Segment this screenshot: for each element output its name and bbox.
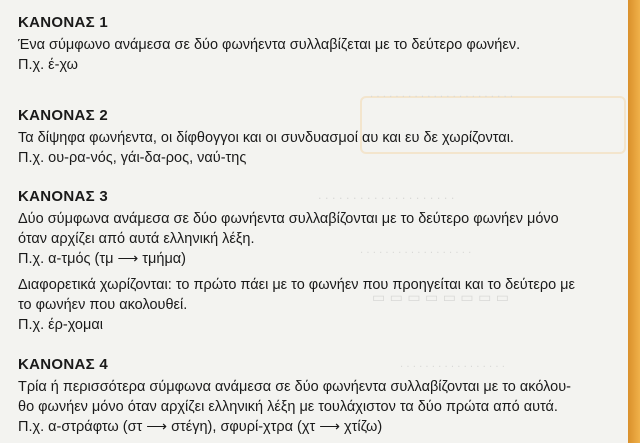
rule-1-text: Ένα σύμφωνο ανάμεσα σε δύο φωνήεντα συλλαβίζεται με το δεύτερο φωνήεν.	[18, 37, 521, 53]
rule-3-example: Π.χ. α-τμός (τμ ⟶ τμήμα)	[18, 251, 187, 267]
bleed-through-text: · · · · · · · · · · · · · · · · · · · ·	[318, 192, 455, 205]
rule-3-exception-line-1: Διαφορετικά χωρίζονται: το πρώτο πάει με το φωνήεν που προηγείται και το δεύτερο με	[18, 277, 576, 293]
rule-4-text-line-1: Τρία ή περισσότερα σύμφωνα ανάμεσα σε δύο φωνήεντα συλλαβίζονται με το ακόλου-	[18, 379, 571, 395]
bleed-through-text: · · · · · · · · · · · · · · · · · · · · · · ·	[370, 92, 514, 103]
page-edge	[628, 0, 640, 443]
rule-2-example: Π.χ. ου-ρα-νός, γάι-δα-ρος, ναύ-της	[18, 150, 247, 166]
rule-3	[18, 188, 620, 335]
rule-4-title: ΚΑΝΟΝΑΣ 4	[18, 356, 109, 373]
bleed-through-text: ▭ ▭ ▭ ▭ ▭ ▭ ▭ ▭	[372, 290, 509, 306]
rule-2	[18, 107, 620, 168]
rule-3-title: ΚΑΝΟΝΑΣ 3	[18, 188, 109, 205]
rule-4-text-line-2: θο φωνήεν μόνο όταν αρχίζει ελληνική λέξη με τουλάχιστον τα δύο πρώτα από αυτά.	[18, 399, 558, 415]
rule-4-example: Π.χ. α-στράφτω (στ ⟶ στέγη), σφυρί-χτρα (χτ ⟶ χτίζω)	[18, 419, 383, 435]
rule-1-title: ΚΑΝΟΝΑΣ 1	[18, 14, 109, 31]
bleed-through-text: · · · · · · · · · · · · · · · · · ·	[360, 248, 472, 259]
rule-1	[18, 14, 620, 75]
rule-4	[18, 356, 620, 437]
rule-1-example: Π.χ. έ-χω	[18, 57, 79, 73]
bleed-through-text: · · · · · · · · · · · · · · · · ·	[400, 362, 505, 373]
rule-3-exception-example: Π.χ. έρ-χομαι	[18, 317, 103, 333]
rule-2-text: Τα δίψηφα φωνήεντα, οι δίφθογγοι και οι συνδυασμοί αυ και ευ δε χωρίζονται.	[18, 130, 514, 146]
rule-3-text-line-2: όταν αρχίζει από αυτά ελληνική λέξη.	[18, 231, 255, 247]
rule-2-title: ΚΑΝΟΝΑΣ 2	[18, 107, 109, 124]
rule-3-exception-line-2: το φωνήεν που ακολουθεί.	[18, 297, 188, 313]
rule-3-text-line-1: Δύο σύμφωνα ανάμεσα σε δύο φωνήεντα συλλαβίζονται με το δεύτερο φωνήεν μόνο	[18, 211, 559, 227]
